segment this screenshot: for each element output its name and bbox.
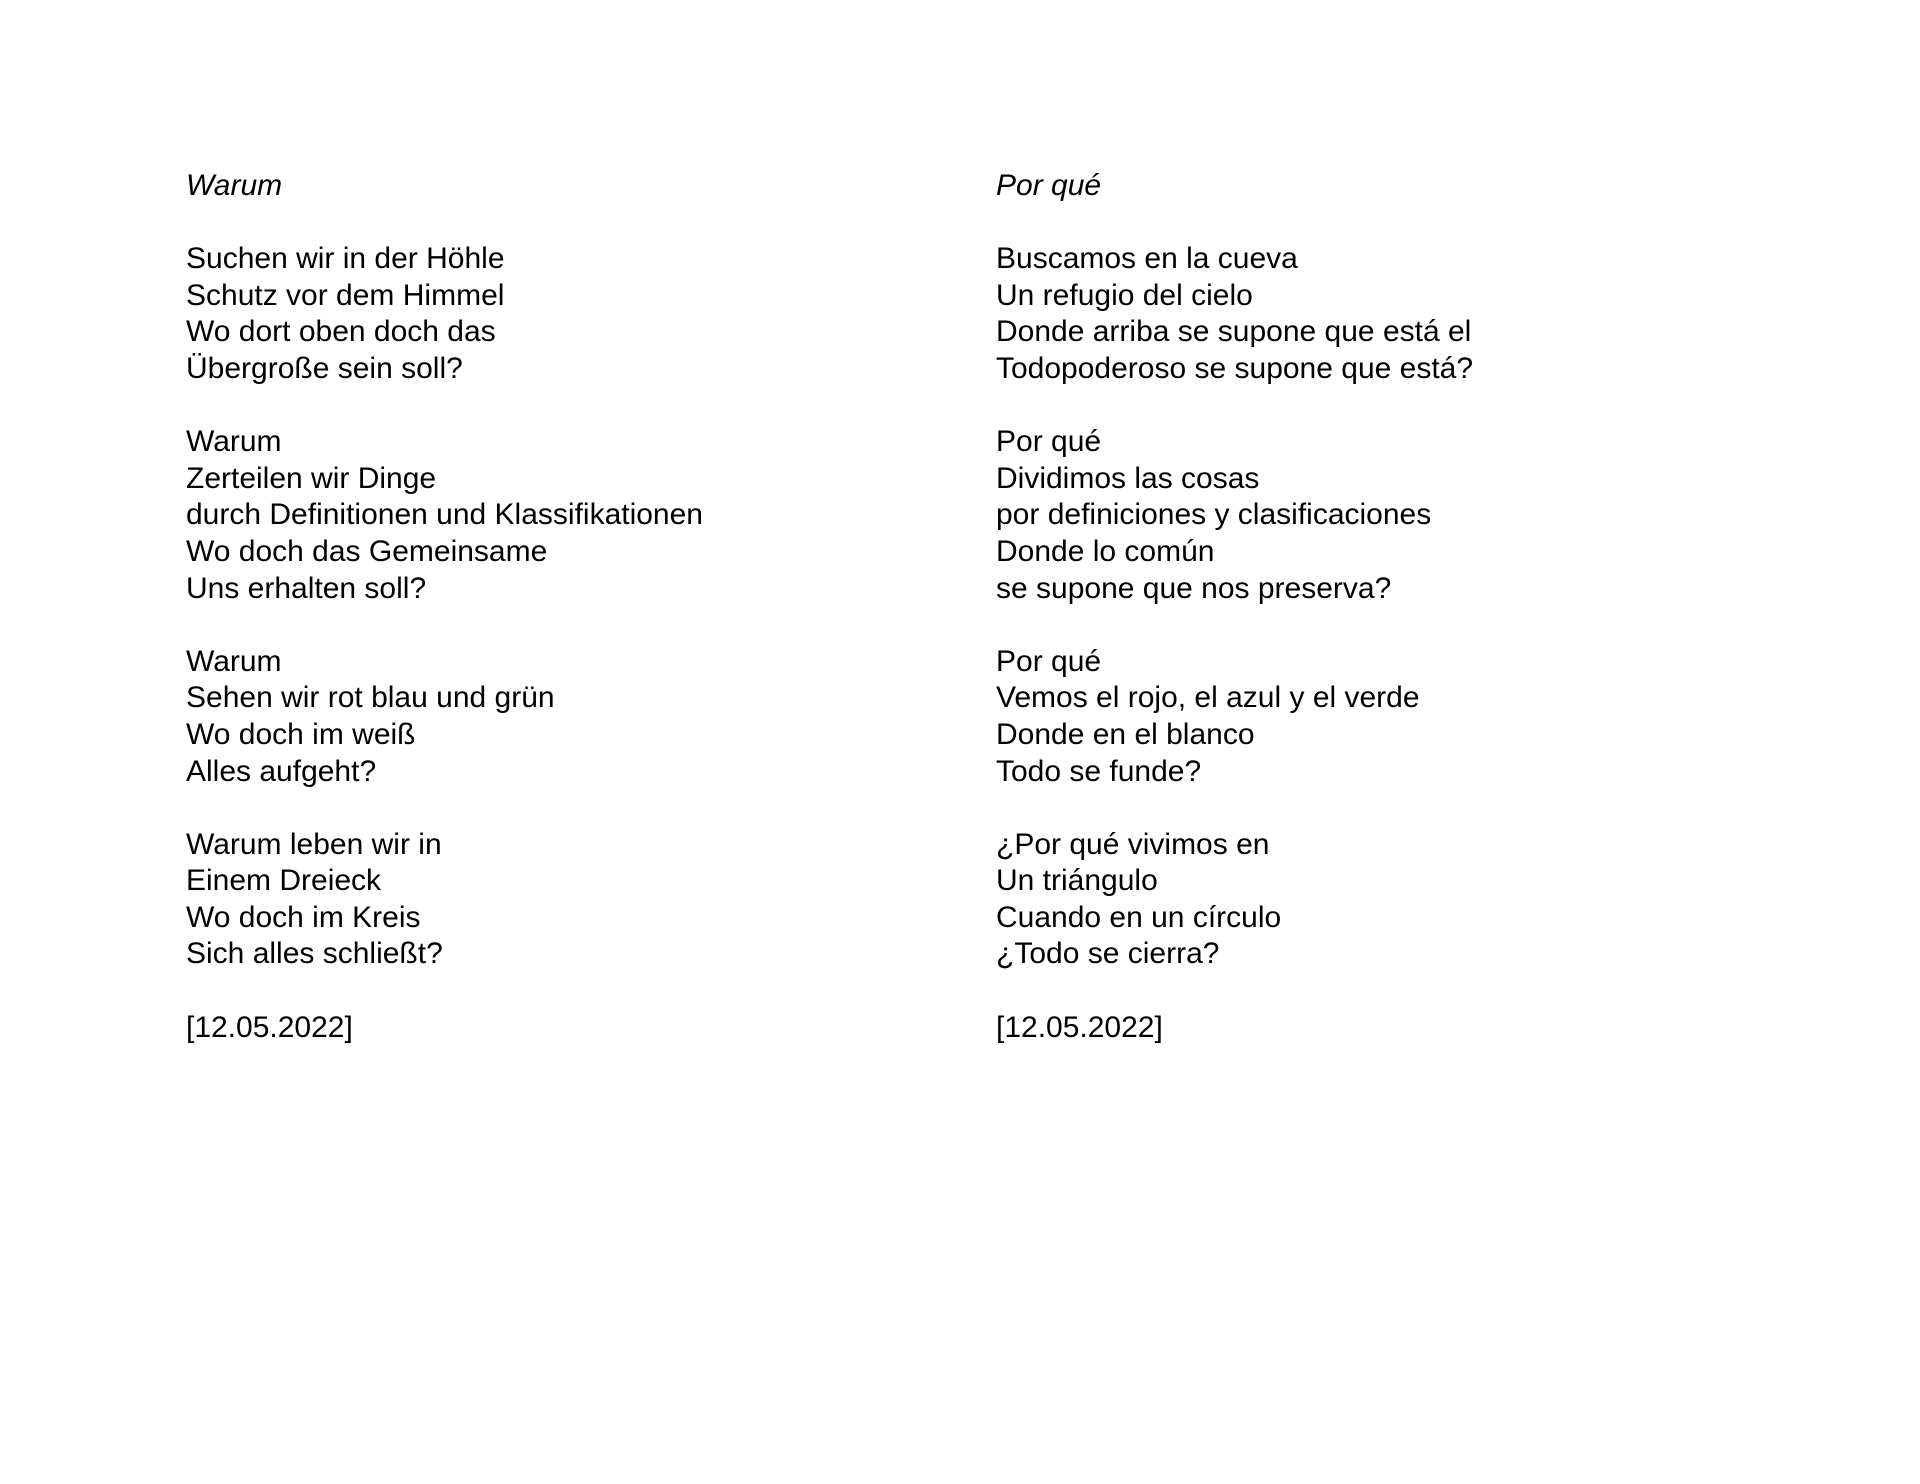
poem-line: Un triángulo — [996, 864, 1158, 898]
poem-line: durch Definitionen und Klassifikationen — [186, 498, 703, 532]
poem-line: Warum — [186, 644, 282, 678]
poem-line: Dividimos las cosas — [996, 461, 1260, 495]
spanish-poem — [996, 168, 1756, 1046]
poem-line: Wo doch im Kreis — [186, 900, 421, 934]
spanish-stanza-3 — [996, 644, 1756, 790]
poem-line: Zerteilen wir Dinge — [186, 461, 437, 495]
spanish-stanza-4 — [996, 827, 1756, 973]
german-poem-date: [12.05.2022] — [186, 1010, 353, 1044]
poem-line: Wo doch das Gemeinsame — [186, 534, 548, 568]
poem-line: Sich alles schließt? — [186, 937, 443, 971]
poem-line: Uns erhalten soll? — [186, 571, 427, 605]
poem-line: Todopoderoso se supone que está? — [996, 351, 1474, 385]
poem-line: ¿Por qué vivimos en — [996, 827, 1270, 861]
german-stanza-1 — [186, 241, 946, 387]
poem-line: Übergroße sein soll? — [186, 351, 463, 385]
poem-line: Alles aufgeht? — [186, 754, 377, 788]
poem-line: Buscamos en la cueva — [996, 242, 1298, 276]
poem-line: por definiciones y clasificaciones — [996, 498, 1432, 532]
spanish-stanza-1 — [996, 241, 1756, 387]
german-poem — [186, 168, 946, 1046]
poem-line: Wo doch im weiß — [186, 717, 416, 751]
poem-line: Donde lo común — [996, 534, 1215, 568]
poem-line: Schutz vor dem Himmel — [186, 278, 505, 312]
german-stanza-4 — [186, 827, 946, 973]
poem-line: Donde arriba se supone que está el — [996, 315, 1472, 349]
poem-line: Por qué — [996, 425, 1102, 459]
poem-line: Todo se funde? — [996, 754, 1202, 788]
poem-line: Wo dort oben doch das — [186, 315, 496, 349]
poem-line: se supone que nos preserva? — [996, 571, 1392, 605]
poem-line: Warum leben wir in — [186, 827, 442, 861]
poem-line: Einem Dreieck — [186, 864, 382, 898]
german-stanza-2 — [186, 424, 946, 607]
spanish-stanza-2 — [996, 424, 1756, 607]
poem-line: Vemos el rojo, el azul y el verde — [996, 681, 1420, 715]
poem-line: Sehen wir rot blau und grün — [186, 681, 555, 715]
poem-line: Donde en el blanco — [996, 717, 1255, 751]
poem-line: Warum — [186, 425, 282, 459]
poem-line: Un refugio del cielo — [996, 278, 1253, 312]
poem-line: Por qué — [996, 644, 1102, 678]
german-poem-title: Warum — [186, 169, 283, 202]
spanish-poem-title: Por qué — [996, 169, 1102, 202]
german-stanza-3 — [186, 644, 946, 790]
spanish-poem-date: [12.05.2022] — [996, 1010, 1163, 1044]
poem-line: ¿Todo se cierra? — [996, 937, 1220, 971]
poem-line: Cuando en un círculo — [996, 900, 1282, 934]
poem-line: Suchen wir in der Höhle — [186, 242, 505, 276]
